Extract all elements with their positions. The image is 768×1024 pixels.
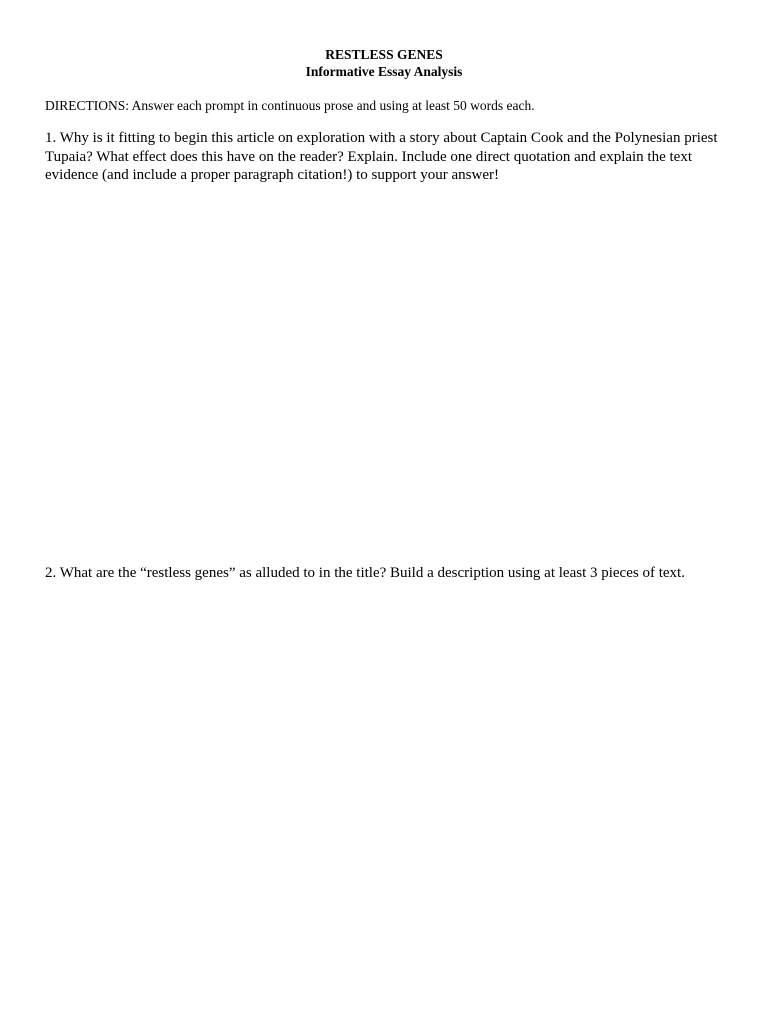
directions-label: DIRECTIONS xyxy=(45,98,126,113)
directions-text: : Answer each prompt in continuous prose and using at least 50 words each. xyxy=(125,98,535,113)
document-title: RESTLESS GENES xyxy=(325,47,443,62)
document-subtitle: Informative Essay Analysis xyxy=(305,64,463,79)
question-1: 1. Why is it fitting to begin this article on exploration with a story about Captain Cook and the Polynesian priest Tupaia? What effect does this have on the reader? Explain. Include one direct quotation and explain the text evidence (and include a proper paragraph citation!) to support your answer! xyxy=(45,130,718,183)
directions xyxy=(45,97,735,114)
question-2: 2. What are the “restless genes” as alluded to in the title? Build a description using at least 3 pieces of text. xyxy=(45,565,685,581)
